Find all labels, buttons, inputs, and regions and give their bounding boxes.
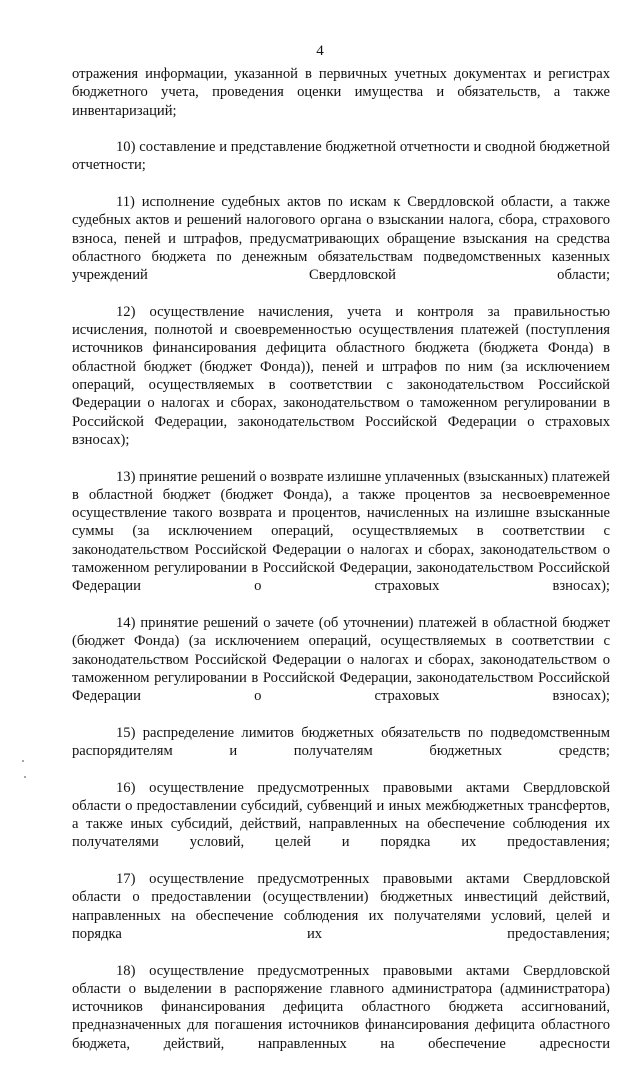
paragraph-item-11: 11) исполнение судебных актов по искам к Свердловской области, а также судебных актов и решений налогового органа о взыскании налога, сбора, страхового взноса, пеней и штрафов, предусматривающих обращение взыскания на средства областного бюджета по денежным обязательствам подведомственных казенных учреждений Свердловской области;: [72, 194, 610, 284]
paragraph-item-16: 16) осуществление предусмотренных правовыми актами Свердловской области о предоставлении субсидий, субвенций и иных межбюджетных трансфертов, а также иных субсидий, действий, направленных на обеспечение соблюдения их получателями условий, целей и порядка их предоставления;: [72, 779, 610, 851]
scan-speck: [22, 760, 24, 762]
paragraph-item-12: 12) осуществление начисления, учета и контроля за правильностью исчисления, полнотой и своевременностью осуществления платежей (поступления источников финансирования дефицита областного бюджета (бюджета Фонда) в областной бюджет (бюджет Фонда)), пеней и штрафов по ним (за исключением операций, осуществляемых в соответствии с законодательством Российской Федерации о налогах и сборах, законодательством о таможенном регулировании в Российской Федерации, законодательством Российской Федерации о страховых взносах);: [72, 303, 610, 448]
paragraph-continuation: отражения информации, указанной в первичных учетных документах и регистрах бюджетного учета, проведения оценки имущества и обязательств, а также инвентаризаций;: [72, 66, 610, 119]
document-body: [72, 65, 610, 1071]
paragraph-item-17: 17) осуществление предусмотренных правовыми актами Свердловской области о предоставлении (осуществлении) бюджетных инвестиций действий, направленных на обеспечение соблюдения их получателями условий, целей и порядка их предоставления;: [72, 871, 610, 942]
paragraph-item-15: 15) распределение лимитов бюджетных обязательств по подведомственным распорядителям и получателям бюджетных средств;: [72, 724, 610, 759]
scan-speck: [24, 776, 26, 778]
paragraph-item-18: 18) осуществление предусмотренных правовыми актами Свердловской области о выделении в распоряжение главного администратора (администратора) источников финансирования дефицита областного бюджета ассигнований, предназначенных для погашения источников финансирования дефицита областного бюджета, действий, направленных на обеспечение адресности: [72, 962, 610, 1052]
paragraph-item-10: 10) составление и представление бюджетной отчетности и сводной бюджетной отчетности;: [72, 139, 610, 174]
page-number: 4: [316, 43, 324, 59]
paragraph-item-13: 13) принятие решений о возврате излишне уплаченных (взысканных) платежей в областной бюджет (бюджет Фонда), а также процентов за несвоевременное осуществление такого возврата и процентов, начисленных на излишне взысканные суммы (за исключением операций, осуществляемых в соответствии с законодательством Российской Федерации о налогах и сборах, законодательством о таможенном регулировании в Российской Федерации, законодательством Российской Федерации о страховых взносах);: [72, 468, 610, 595]
paragraph-item-14: 14) принятие решений о зачете (об уточнении) платежей в областной бюджет (бюджет Фонда) (за исключением операций, осуществляемых в соответствии с законодательством Российской Федерации о налогах и сборах, законодательством о таможенном регулировании в Российской Федерации, законодательством Российской Федерации о страховых взносах);: [72, 614, 610, 705]
